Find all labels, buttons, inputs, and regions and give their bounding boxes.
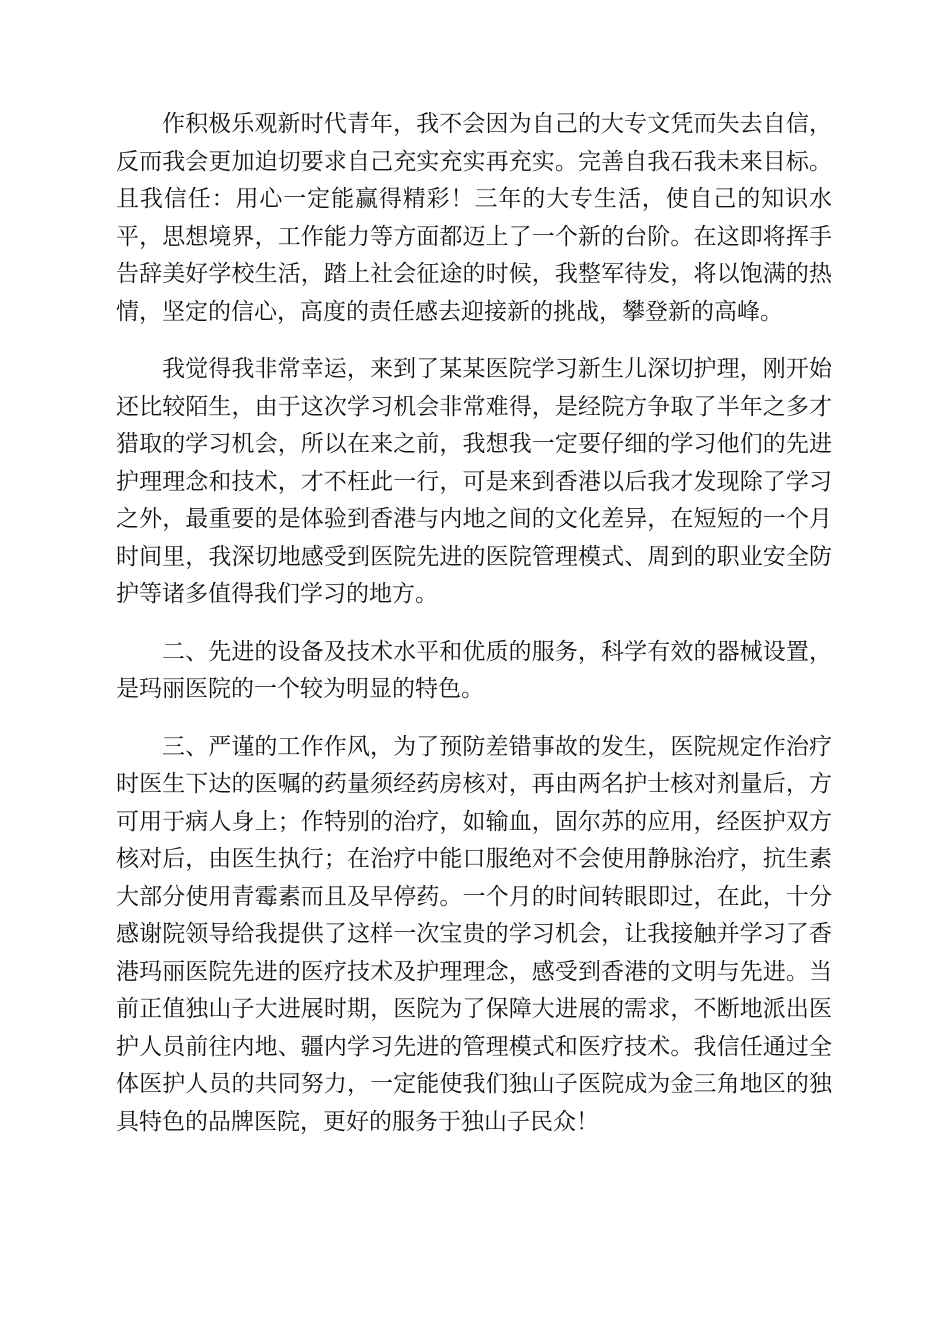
paragraph-3: 二、先进的设备及技术水平和优质的服务，科学有效的器械设置，是玛丽医院的一个较为明显的特色。 (116, 638, 832, 702)
paragraph-2: 我觉得我非常幸运，来到了某某医院学习新生儿深切护理，刚开始还比较陌生，由于这次学习机会非常难得，是经院方争取了半年之多才猎取的学习机会，所以在来之前，我想我一定要仔细的学习他们的先进护理理念和技术，才不枉此一行，可是来到香港以后我才发现除了学习之外，最重要的是体验到香港与内地之间的文化差异，在短短的一个月时间里，我深切地感受到医院先进的医院管理模式、周到的职业安全防护等诸多值得我们学习的地方。 (116, 356, 832, 607)
document-body (116, 106, 832, 1161)
paragraph-1: 作积极乐观新时代青年，我不会因为自己的大专文凭而失去自信，反而我会更加迫切要求自己充实充实再充实。完善自我石我未来目标。且我信任：用心一定能赢得精彩！三年的大专生活，使自己的知识水平，思想境界，工作能力等方面都迈上了一个新的台阶。在这即将挥手告辞美好学校生活，踏上社会征途的时候，我整军待发，将以饱满的热情，坚定的信心，高度的责任感去迎接新的挑战，攀登新的高峰。 (116, 111, 832, 325)
paragraph-4: 三、严谨的工作作风，为了预防差错事故的发生，医院规定作治疗时医生下达的医嘱的药量须经药房核对，再由两名护士核对剂量后，方可用于病人身上；作特别的治疗，如输血，固尔苏的应用，经医护双方核对后，由医生执行；在治疗中能口服绝对不会使用静脉治疗，抗生素大部分使用青霉素而且及早停药。一个月的时间转眼即过，在此，十分感谢院领导给我提供了这样一次宝贵的学习机会，让我接触并学习了香港玛丽医院先进的医疗技术及护理理念，感受到香港的文明与先进。当前正值独山子大进展时期，医院为了保障大进展的需求，不断地派出医护人员前往内地、疆内学习先进的管理模式和医疗技术。我信任通过全体医护人员的共同努力，一定能使我们独山子医院成为金三角地区的独具特色的品牌医院，更好的服务于独山子民众！ (116, 733, 832, 1135)
